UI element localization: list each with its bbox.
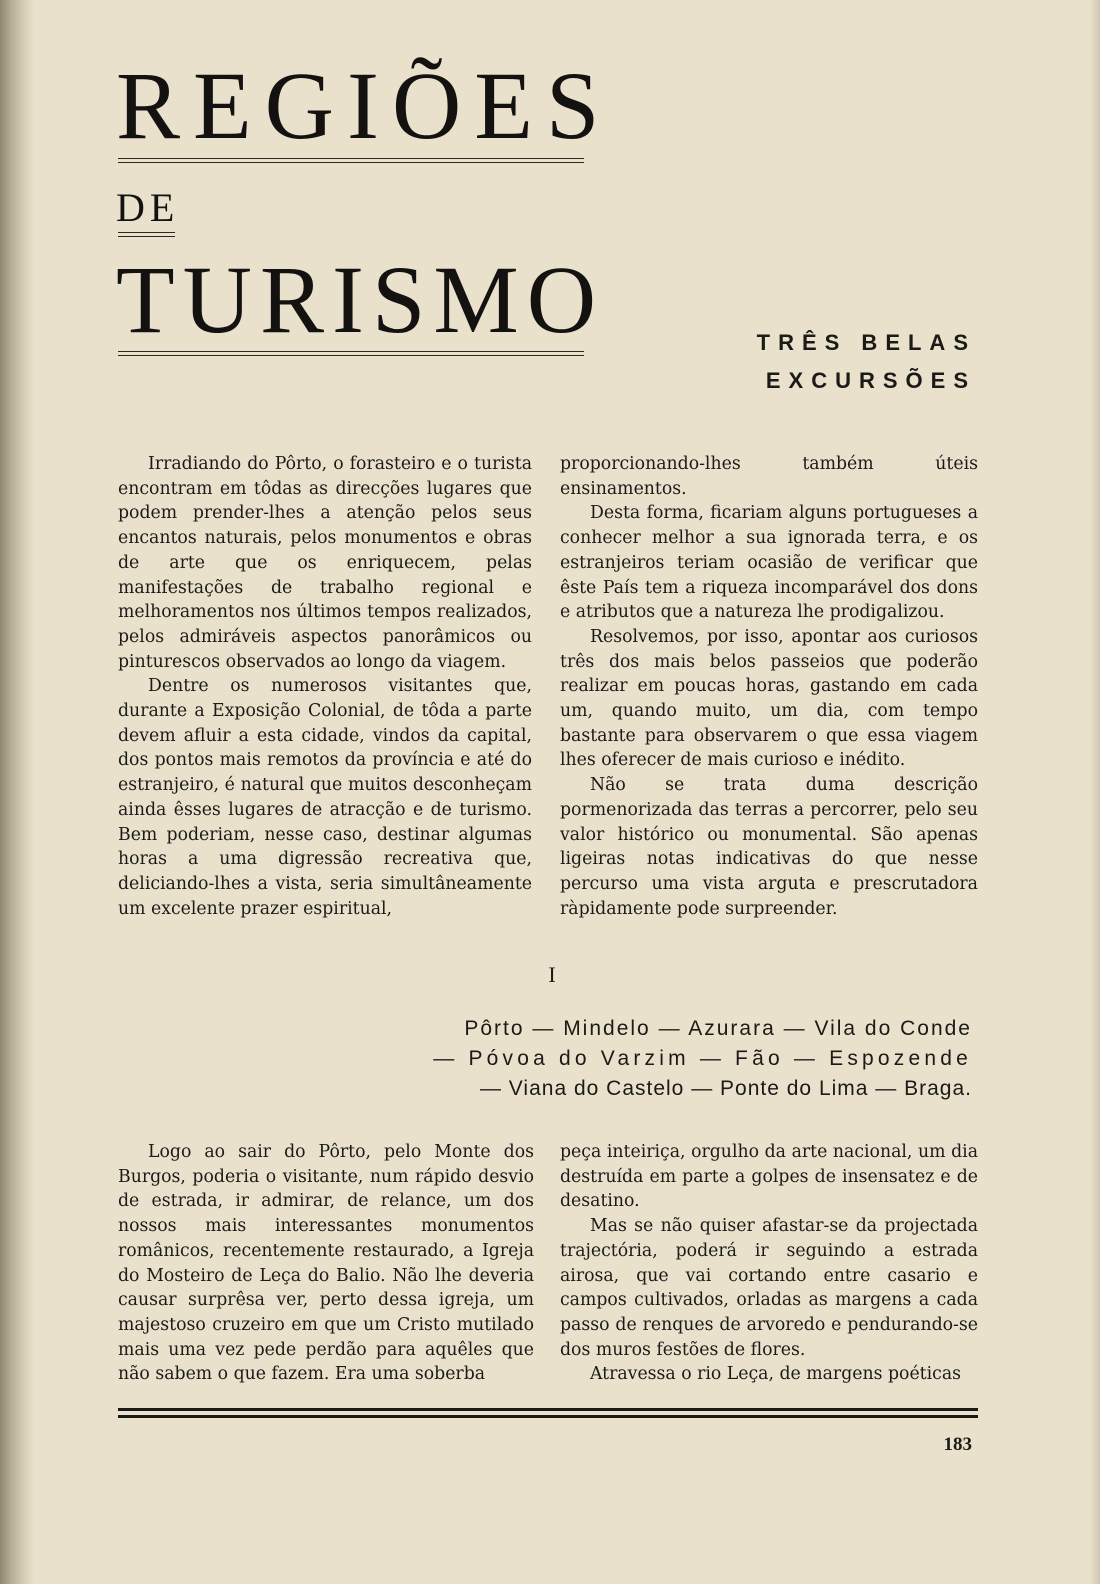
page-number: 183 [943,1434,972,1455]
section-left-column [118,1140,534,1387]
paragraph: Não se trata duma descrição pormenorizada das terras a percorrer, pelo seu valor histórico ou monumental. São apenas ligeiras notas indicativas do que nesse percurso uma vista arguta e prescrutadora ràpidamente pode surpreender. [560,775,978,919]
page-binding-shadow [0,0,34,1584]
paragraph-continuation: proporcionando-lhes também úteis ensinamentos. [560,454,978,499]
title-word-regioes: REGIÕES [116,52,613,159]
title-rule [118,351,584,356]
intro-right-column [560,452,978,921]
page-edge-shadow [1090,0,1100,1584]
paragraph: Desta forma, ficariam alguns portugueses a conhecer melhor a sua ignorada terra, e os estranjeiros teriam ocasião de verificar que êste País tem a riqueza incomparável dos dons e atributos que a natureza lhe prodigalizou. [560,503,978,623]
title-word-de: DE [116,185,180,230]
paragraph-continuation: peça inteiriça, orgulho da arte nacional, um dia destruída em parte a golpes de insensatez e de desatino. [560,1142,978,1212]
route-line: Pôrto — Mindelo — Azurara — Vila do Conde [464,1017,972,1040]
footer-rule [118,1408,978,1411]
section-right-column [560,1140,978,1387]
title-rule [118,158,584,163]
route-line: — Póvoa do Varzim — Fão — Espozende [433,1047,972,1070]
title-rule-short [118,232,175,237]
paragraph: Resolvemos, por isso, apontar aos curiosos três dos mais belos passeios que poderão realizar em poucas horas, gastando em cada um, quando muito, um dia, com tempo bastante para observarem o que essa viagem lhes oferecer de mais curioso e inédito. [560,626,978,771]
subtitle-line: TRÊS BELAS [756,330,976,355]
paragraph: Logo ao sair do Pôrto, pelo Monte dos Burgos, poderia o visitante, num rápido desvio de estrada, ir admirar, de relance, um dos nossos mais interessantes monumentos românicos, recentemente restaurado, a Igreja do Mosteiro de Leça do Balio. Não lhe deveria causar surprêsa ver, perto dessa igreja, um majestoso cruzeiro em que um Cristo mutilado mais uma vez pede perdão para aquêles que não sabem o que fazem. Era uma soberba [118,1142,534,1385]
subtitle-line: EXCURSÕES [765,368,976,393]
paragraph: Mas se não quiser afastar-se da projectada trajectória, poderá ir seguindo a estrada airosa, que vai cortando entre casario e campos cultivados, orladas as margens a cada passo de renques de arvoredo e pendurando-se dos muros festões de flores. [560,1216,978,1360]
paragraph: Atravessa o rio Leça, de margens poéticas [590,1364,961,1385]
footer-rule [118,1415,978,1418]
paragraph: Irradiando do Pôrto, o forasteiro e o turista encontram em tôdas as direcções lugares que podem prender-lhes a atenção pelos seus encantos naturais, pelos monumentos e obras de arte que os enriquecem, pelas manifestações de trabalho regional e melhoramentos nos últimos tempos realizados, pelos admiráveis aspectos panorâmicos ou pinturescos observados ao longo da viagem. [118,454,532,672]
paragraph: Dentre os numerosos visitantes que, durante a Exposição Colonial, de tôda a parte devem afluir a esta cidade, vindos da capital, dos pontos mais remotos da província e até do estranjeiro, é natural que muitos desconheçam ainda êsses lugares de atracção e de turismo. Bem poderiam, nesse caso, destinar algumas horas a uma digressão recreativa que, deliciando-lhes a vista, seria simultâneamente um excelente prazer espiritual, [118,676,532,919]
route-line: — Viana do Castelo — Ponte do Lima — Braga. [479,1077,972,1100]
intro-left-column [118,452,532,921]
section-numeral: I [548,962,556,987]
title-word-turismo: TURISMO [116,246,605,353]
